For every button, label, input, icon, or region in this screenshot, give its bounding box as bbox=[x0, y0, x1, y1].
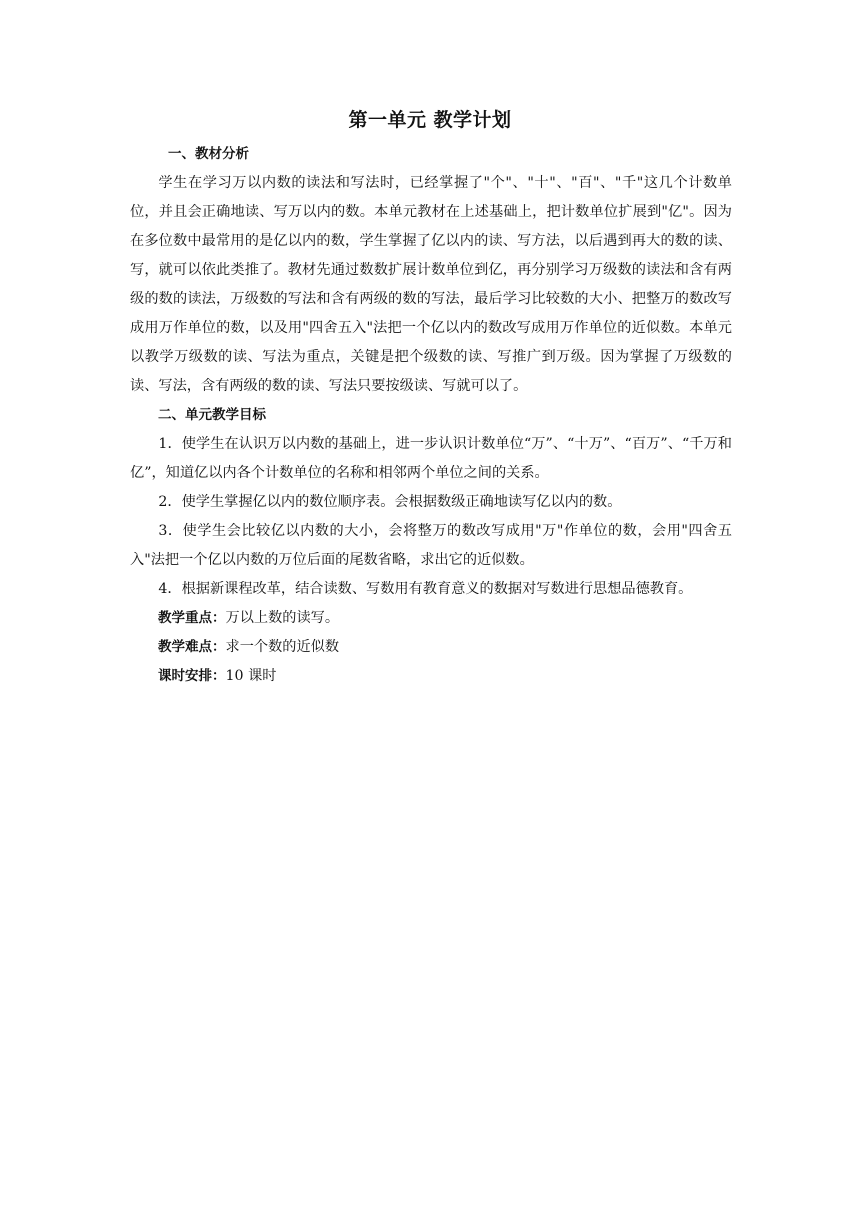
goal-item-4: 4．根据新课程改革，结合读数、写数用有教育意义的数据对写数进行思想品德教育。 bbox=[158, 581, 693, 597]
goal-item-2: 2．使学生掌握亿以内的数位顺序表。会根据数级正确地读写亿以内的数。 bbox=[158, 494, 622, 510]
page-title: 第一单元 教学计划 bbox=[348, 109, 512, 131]
schedule-label: 课时安排： bbox=[158, 668, 226, 684]
analysis-paragraph: 学生在学习万以内数的读法和写法时，已经掌握了"个"、"十"、"百"、"千"这几个计数单位，并且会正确地读、写万以内的数。本单元教材在上述基础上，把计数单位扩展到"亿"。因为在多位数中最常用的是亿以内的数，学生掌握了亿以内的读、写方法，以后遇到再大的数的读、写，就可以依此类推了。教材先通过数数扩展计数单位到亿，再分别学习万级数的读法和含有两级的数的读法，万级数的写法和含有两级的数的写法，最后学习比较数的大小、把整万的数改写成用万作单位的数，以及用"四舍五入"法把一个亿以内的数改写成用万作单位的近似数。本单元以教学万级数的读、写法为重点，关键是把个级数的读、写推广到万级。因为掌握了万级数的读、写法，含有两级的数的读、写法只要按级读、写就可以了。 bbox=[130, 175, 732, 394]
section-heading-goals: 二、单元教学目标 bbox=[158, 407, 266, 423]
document-body bbox=[130, 140, 732, 691]
difficulty-label: 教学难点： bbox=[158, 639, 226, 655]
key-point-value: 万以上数的读写。 bbox=[225, 610, 340, 626]
goal-item-3: 3．使学生会比较亿以内数的大小，会将整万的数改写成用"万"作单位的数，会用"四舍五入"法把一个亿以内数的万位后面的尾数省略，求出它的近似数。 bbox=[130, 523, 732, 568]
section-heading-analysis: 一、教材分析 bbox=[168, 146, 249, 162]
key-point-label: 教学重点： bbox=[158, 610, 226, 626]
key-point-line bbox=[130, 604, 732, 633]
difficulty-value: 求一个数的近似数 bbox=[225, 639, 340, 655]
goal-item-1: 1．使学生在认识万以内数的基础上，进一步认识计数单位“万”、“十万”、“百万”、“千万和亿”，知道亿以内各个计数单位的名称和相邻两个单位之间的关系。 bbox=[130, 436, 732, 481]
schedule-line bbox=[130, 662, 732, 691]
schedule-value: 10 课时 bbox=[225, 668, 277, 684]
difficulty-line bbox=[130, 633, 732, 662]
